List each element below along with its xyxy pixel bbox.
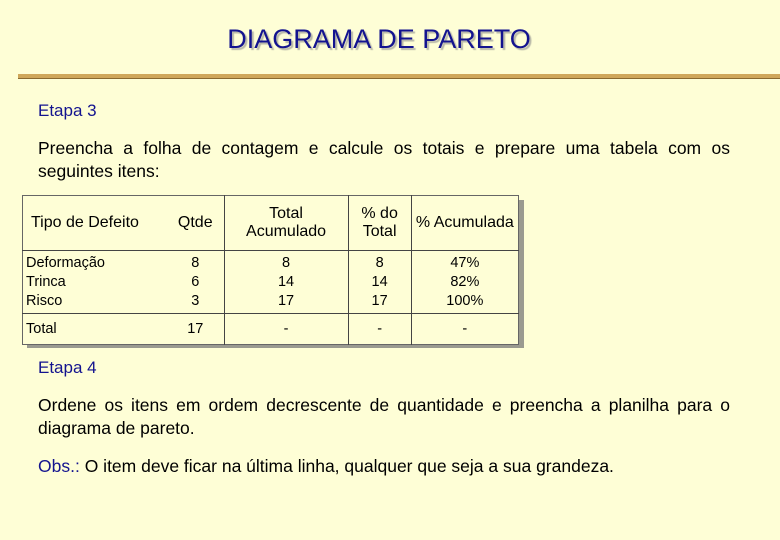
qtde-value: 8 (191, 254, 200, 271)
total-label: Total (23, 314, 167, 345)
etapa4-text: Ordene os itens em ordem decrescente de quantidade e preencha a planilha para o diagrama de pareto. (38, 395, 730, 438)
page-title: DIAGRAMA DE PARETO (227, 24, 531, 54)
pct-acumulada-total: - (411, 314, 518, 345)
pct-acumulada-value: 47% (450, 254, 480, 271)
defect-names-cell (23, 251, 167, 314)
title-divider (18, 74, 780, 79)
total-qtde: 17 (167, 314, 224, 345)
obs-label: Obs.: (38, 456, 80, 476)
table-header-row (23, 196, 519, 251)
total-acumulado-value: 14 (277, 273, 295, 290)
pct-total-value: 8 (375, 254, 384, 271)
defect-name: Deformação (26, 254, 105, 271)
total-acumulado-total: - (224, 314, 348, 345)
header-pct-total: % do Total (348, 196, 411, 251)
pct-total-cell (348, 251, 411, 314)
pct-total-value: 17 (371, 292, 388, 309)
total-acumulado-value: 8 (282, 254, 291, 271)
etapa3-heading: Etapa 3 (38, 101, 97, 120)
qtde-cell (167, 251, 224, 314)
pct-acumulada-cell (411, 251, 518, 314)
pct-acumulada-value: 82% (450, 273, 480, 290)
header-total-acumulado: Total Acumulado (224, 196, 348, 251)
total-acumulado-cell (224, 251, 348, 314)
header-qtde: Qtde (167, 196, 224, 251)
pct-total-total: - (348, 314, 411, 345)
pct-total-value: 14 (371, 273, 388, 290)
etapa3-text: Preencha a folha de contagem e calcule os totais e prepare uma tabela com os seguintes itens: (38, 138, 730, 181)
qtde-value: 6 (191, 273, 200, 290)
header-tipo: Tipo de Defeito (23, 196, 167, 251)
defect-name: Risco (26, 292, 63, 309)
table-row-defects (23, 251, 519, 314)
etapa4-heading: Etapa 4 (38, 358, 97, 377)
defect-name: Trinca (26, 273, 66, 290)
header-pct-acumulada: % Acumulada (411, 196, 518, 251)
total-acumulado-value: 17 (277, 292, 295, 309)
qtde-value: 3 (191, 292, 200, 309)
pct-acumulada-value: 100% (446, 292, 484, 309)
obs-note (38, 456, 614, 477)
obs-text: O item deve ficar na última linha, qualquer que seja a sua grandeza. (84, 456, 614, 476)
defect-table (22, 195, 519, 345)
table-total-row (23, 314, 519, 345)
